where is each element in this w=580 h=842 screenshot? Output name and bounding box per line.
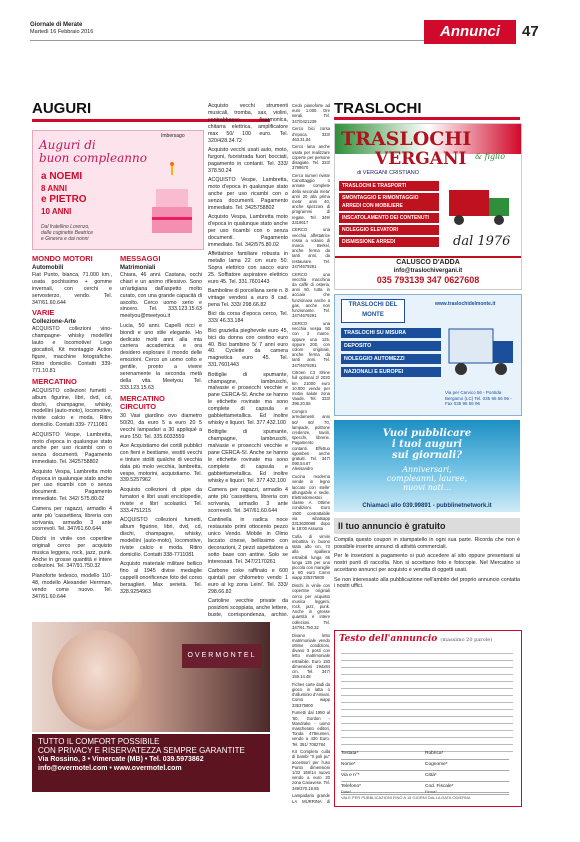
brand-vergani: VERGANI: [375, 149, 467, 169]
field-testata[interactable]: Testata*: [341, 749, 425, 760]
column-4: [292, 103, 330, 803]
ad-line2: CON PRIVACY E RISERVATEZZA SEMPRE GARANTITE: [38, 746, 245, 755]
del-monte-services: [341, 325, 441, 380]
coupon-line[interactable]: [341, 731, 513, 738]
card-name2: e PIETRO: [41, 194, 87, 205]
coupon-note: [341, 789, 513, 800]
listing: Fumetti dal 1950 al '60, Gordon - Mandrake - uomo mascherato editori, Tonda 478numeri, vendo a 430 Euro. Tel. 351/ 7082784: [292, 710, 330, 747]
q-line1: Vuoi pubblicare: [382, 428, 472, 439]
listing: Cantinella in radica noce restaurato primi ottocento pezzo unico Vendo. Mobile in Olmo laccato cinese, bellissimo con decorazioni, 2 pezzi aspettatore a sotto base con antine. Solo se interessati. Tel. 347/2170261: [208, 517, 288, 565]
listing: Citroen C3 Shine full optional 2/ 2020 km 21000 euro 10.000 vendo per motivi salute zona Vaude. Tel. 333/ 396.20.55: [292, 370, 330, 407]
field-telefono[interactable]: Telefono*: [341, 782, 425, 793]
ad-call: Chiamaci allo 039.99891 - pubblinetnetwork.it: [362, 503, 492, 509]
ad-address: Via Rossino, 3 • Vimercate (MB) • Tel. 039.5973862: [38, 756, 204, 763]
listing: Cartoline vecchie private da posizioni scoppiata, anche lettere, buste, corrispondenza, archivi.: [208, 598, 288, 617]
coupon-line[interactable]: [341, 668, 513, 675]
coupon-text-lines[interactable]: [341, 647, 513, 752]
cake-icon: [148, 161, 196, 237]
service-item: TRASLOCHI SU MISURA: [341, 328, 441, 338]
card-age1: 8 ANNI: [41, 184, 67, 193]
services-list: [339, 179, 439, 249]
free-ad-title: Il tuo annuncio è gratuito: [334, 518, 520, 534]
listing: Bottiglie di spumante, champagne, lambruschi, malvasie e prosecchi vecchie e pane CERCA-SI. Anche se hanno le etichette rovinate ma sono complete di capsula e gabbiettametallica. Ed inoltre whisky e liquori. Tel. 377.432.100: [208, 371, 288, 426]
q-line2: i tuoi auguri: [391, 439, 463, 450]
del-monte-logo: TRASLOCHI DEL MONTE: [341, 299, 405, 323]
category-messaggi: MESSAGGI: [120, 254, 161, 263]
listing: Cerco bici corsa d'epoca. 333/ 463.31.84: [292, 126, 330, 142]
listing: Acquisto collezioni di pipe da fumatori e libri usati enciclopedie, riviste e libri scolastici. Tel. 333.4751215: [120, 486, 202, 514]
section-rule-right: [334, 117, 520, 120]
from-line2: dalle cuginette Beatrice: [41, 230, 93, 236]
listing: Kit Completo culla di bambi "Il poli pu" accessori per l'uso Punto dimensioni 1/32 168/14 nuovo vendo a euro 20 zona Canavese. Tel. 349/370.18.85: [292, 749, 330, 791]
coupon-line[interactable]: [341, 696, 513, 703]
overmontel-ad-text: [32, 734, 270, 792]
r-line1: Anniversari,: [402, 465, 452, 474]
subcategory-matrimoniali: Matrimoniali: [120, 265, 156, 271]
coupon-line[interactable]: [341, 682, 513, 689]
section-title-traslochi: TRASLOCHI: [334, 100, 422, 117]
coupon-title: [335, 631, 521, 647]
column-1: [32, 252, 112, 603]
ad-line1: TUTTO IL COMFORT POSSIBILE: [38, 737, 160, 746]
listing: Fiches carte dadi da gioco in latta o d'alluminio d'Amiani. Como wapp 335375800: [292, 681, 330, 708]
card-from: [41, 224, 93, 242]
subcategory-automobili: Automobili: [32, 265, 64, 271]
service-item: TRASLOCHI E TRASPORTI: [339, 181, 439, 191]
free-ad-p3: Se non interessato alla pubblicazione nell'ambito del proprio annuncio contatta i nostri uffici.: [334, 576, 520, 590]
brand-owner: di VERGANI CRISTIANO: [357, 170, 420, 176]
listing: Carbone coke raffinato e 600 quintali per chilometro vendo 1 euro al kg zona Leini'. Tel. 333/ 298.66.82: [208, 568, 288, 595]
coupon-line[interactable]: [341, 661, 513, 668]
coupon-validity: VALE PER PUBBLICAZIONI FINO A 15 GIORNI DALLA DATA ODIERNA: [341, 795, 471, 800]
listing: Cerco lana anche usata per realizzare coperte per persone disagiate. Tel. 333/ 3799670: [292, 144, 330, 171]
category-mondo-motori: MONDO MOTORI: [32, 254, 93, 263]
r-line2: compleanni, lauree,: [386, 474, 468, 483]
listing: CERCO una vecchia vespa 50 con 3 marce, oppure una 125, oppure 200, con colore originale, anche ferma da tanti anni. Tel. 347/4679291: [292, 320, 330, 368]
field-rubrica[interactable]: Rubrica*: [425, 749, 509, 760]
listing: Acquisto Vespa, Lambretta moto d'epoca in qualunque stato anche per uso ricambi con o senza documenti. Pagamento immediato. Tel. 342/575.80.02: [208, 214, 288, 248]
subcategory-collezione-arte: Collezione-Arte: [32, 319, 77, 326]
section-title-auguri: AUGURI: [32, 100, 92, 117]
listing: Chiara, 46 anni. Castana, occhi chiari e un animo riflessivo. Sono un'artigiana dall'aspetto molto curato, con una grande capacità di ascolto. Cerco uomo serio e sincero. Tel. 333.123.15.63 meetyou@meetyou.it: [120, 271, 202, 320]
coupon-line[interactable]: [341, 738, 513, 745]
masthead: [30, 22, 93, 36]
service-item: DEPOSITO: [341, 341, 441, 351]
free-ad-p1: Compila questo coupon in stampatello in ogni sua parte. Ricorda che non è possibile inserire annunci di attività commerciali.: [334, 537, 520, 550]
category-mercatino-circuito: MERCATINO CIRCUITO: [120, 393, 165, 411]
ad-question: [334, 428, 520, 461]
coupon-line[interactable]: [341, 675, 513, 682]
del-monte-address: Via per Carvico 56 - Pontida Bergamo (LC) Tel. 035 95 56 96 - Fax 035 95 56 96: [445, 390, 512, 406]
listing: CERCO una vecchia affettatrice rossa a volano di marca Berkel, anche ferma da tanti anni, da restaurare. Tel. 347/4679291: [292, 227, 330, 269]
listing: Culla di vimini imbottita in buono stato alto cm. 73 alla spalliera estraibili lunga 66 lunga 135 per una piccola con maniglie a 80 euro Como wapp 335375800: [292, 533, 330, 581]
listing: Compro arredamenti anni 50/ 60/ 70, lampade, poltrone credenze, tavoli, specchi, librerie. Pagamento contanti. Effettuo sgomberi anche gratuiti. Tel. 347/ 090.54.67 Alessandro: [292, 409, 330, 472]
free-ad-info: [334, 518, 520, 593]
publish-wishes-ad: [334, 420, 520, 512]
listing: Fiat Punto, bianca, 71.000 km., usata pochissimo + gomme invernali, con cerchi e servosterzo, vendo. Tel. 347/61.60.644: [32, 271, 112, 306]
since-year: dal 1976: [453, 234, 511, 249]
vergani-contacts: [335, 256, 521, 290]
ad-occasions: [334, 465, 520, 492]
card-name1: a NOEMI: [41, 171, 83, 182]
listing: 30 Vasi giardino ovo diametro 50/20, da euro 5 a euro 20 5 vecchi lampadari a 30 appliqué a euro 150. Tel. 335.6033559: [120, 412, 202, 440]
service-item: NAZIONALI E EUROPEI: [341, 367, 441, 377]
listing: Acquisto vecchi strumenti musicali, tromba, sax, violini, contrabbasso, fisarmonica, chitarra elettrica, amplificatore max 50/ 100 euro. Tel. 320/428.34.72: [208, 103, 288, 144]
listing: Cerco numeri riviste Canottaggio o annate complete della seconda meta' anni 20 alla prima meta' anni 40, anche spezzoni di programmi di regate. Tel. 349/ 3319617: [292, 172, 330, 225]
service-item: NOLEGGIO AUTOMEZZI: [341, 354, 441, 364]
ad-contacts: info@overmotel.com • www.overmotel.com: [38, 765, 182, 772]
coupon-fields: [341, 749, 513, 793]
listing: Bici graziella pieghevole euro 45, bici da donna con cestino euro 40. Bici bambino 5/ 7 anni euro 40. Cyclette da camera magnetica euro 45. Tel. 331.7601443: [208, 327, 288, 369]
del-monte-ad: [334, 294, 522, 416]
field-citta[interactable]: Città*: [425, 771, 509, 782]
coupon-line[interactable]: [341, 703, 513, 710]
section-banner: Annunci: [424, 20, 516, 44]
field-nome[interactable]: Nome*: [341, 760, 425, 771]
category-mercatino: MERCATINO: [32, 376, 77, 386]
column-2: [120, 252, 202, 598]
from-line3: e Ginevra e dai nonni: [41, 236, 89, 242]
service-item: INSCATOLAMENTO DEI CONTENUTI: [339, 213, 439, 223]
listing: Acquisto vecchi usati auto, moto, furgoni, fuoristrada fuori bocciati, pagamento in contanti. Tel. 333/ 378.50.24: [208, 146, 288, 174]
listing: Bamboline di porcellana serie n. 8 vintage vendesi a euro 8 cad. pena Tel. 333/ 298.66.82: [208, 288, 288, 308]
listing: ACQUISTO collezioni vino-champagne- whisky modellini lauto e locomotive/ Lego giocattoli, Kit montaggio Action figure, macchine fotografiche. Ritiro domicilio. Contatti 339-771.10.81: [32, 326, 112, 374]
listing: Dischi in vinile con copertine originali cerco per acquisto musica leggera, rock, jazz, punk. Anche in grosse quantità e intere collezioni. Tel. 347/91.750.32: [292, 583, 330, 630]
field-cognome[interactable]: Cognome*: [425, 760, 509, 771]
listing: Bici da corsa d'epoca cerco, Tel. 333/ 46.33.184: [208, 311, 288, 325]
coupon-title-text: Testo dell'annuncio: [339, 634, 438, 644]
birthday-card: [32, 130, 204, 250]
listing: Acquisto Vespa, Lambretta moto d'epoca in qualunque stato anche per uso ricambi con o senza documenti. Pagamento immediato. Tel. 342/ 575.80.02: [32, 468, 112, 503]
coupon-line[interactable]: [341, 710, 513, 717]
page-number: 47: [522, 23, 539, 40]
card-greeting: [39, 139, 147, 165]
greeting-line1: Auguri di: [39, 138, 96, 152]
free-ad-text: [334, 537, 520, 590]
overmontel-ad-image: [32, 622, 270, 732]
q-line3: sui giornali?: [391, 450, 463, 461]
field-firma[interactable]: Firma*: [425, 789, 509, 795]
listing: Pianoforte tedesco, modello 110- 48, modello Alexander Herrman, vendo come nuovo. Tel. 347/61.60.644: [32, 572, 112, 600]
coupon-hint: (massimo 20 parole): [440, 637, 493, 643]
field-via[interactable]: Via e n°*: [341, 771, 425, 782]
truck-photo-icon: [447, 319, 517, 387]
listing: Camera per ragazzi, armadio 4 ante più 'cassettiera, libreria con scrivania, armadio 3 ante scorrevoli. Tel. 347/61.60.644: [208, 487, 288, 514]
field-cf[interactable]: Cod. Fiscale*: [425, 782, 509, 793]
free-ad-p2: Per le inserzioni a pagamento si può accedere al sito oppure presentarsi ai nostri punti di raccolta. Non si accettano foto e fotocopie. Nel Mercatino si accettano annunci per acquisto e vendita di oggetti usati.: [334, 553, 520, 574]
listing: Bottiglie di spumante, champagne, lambruschi, malvasie e prosecchi vecchie e pane CERCA-SI. Anche se hanno le etichette rovinate ma sono complete di capsula e gabbiettametallica. Ed inoltre whisky e liquori. Tel. 377.432.100: [208, 429, 288, 484]
vergani-ad: [334, 123, 522, 290]
city: CALUSCO D'ADDA: [396, 259, 460, 266]
del-monte-url: www.traslochidelmonte.it: [435, 301, 496, 307]
email: info@traslochivergani.it: [393, 268, 463, 274]
listing: Divano letto matrimoniale vendo ottime condizioni, divano 3 posti con letto matrimoniale estraibile. Euro 150 dimensioni 194x84 cm. Tel. 347/ 159.14.48: [292, 632, 330, 680]
coupon-line[interactable]: [341, 689, 513, 696]
listing: Cucina moderna vende in legno laccato con stelle' allungabile e sedie. Elettrodomestici classe A. Ottime condizioni. Euro 1500 contrattabile via whatsapp 3313630088 dopo le 18:00 Assunta: [292, 474, 330, 532]
card-age2: 10 ANNI: [41, 207, 72, 216]
listing: Cedo pianoforte ad euro 1.000. Ore serali. Tel. 347/0421239: [292, 103, 330, 124]
coupon-line[interactable]: [341, 654, 513, 661]
woman-face-image: [52, 630, 142, 730]
field-data[interactable]: Data*: [341, 789, 425, 795]
service-item: NOLEGGIO ELEVATORI: [339, 225, 439, 235]
listing: ACQUISTO Vespe, Lambretta, moto d'epoca in qualunque stato anche per uso ricambi con o senza documenti. Pagamento immediato. Tel. 3425758802: [208, 177, 288, 211]
phones: 035 793139 347 0627608: [376, 275, 480, 285]
issue-date: Martedì 16 Febbraio 2016: [30, 29, 94, 35]
listing: Dischi in vinile con copertine originali cerco per acquisto musica leggera, rock, jazz, punk. Anche in grosse quantità e intere collezioni. Tel. 347/91.750.32: [32, 535, 112, 570]
r-line3: nuovi nati...: [402, 483, 452, 492]
truck-icon: [447, 182, 513, 230]
ad-coupon: [334, 630, 522, 807]
listing: Camera per ragazzi, armadio 4 ante più 'cassettiera, libreria con scrivania, armadio 3 ante scorrevoli. Tel. 347/61.60.644: [32, 505, 112, 533]
listing: ACQUISTO Vespe, Lambretta, moto d'epoca in qualunque stato anche per uso ricambi con o senza documenti. Pagamento immediato. Tel. 3425758802: [32, 431, 112, 466]
paper-name: Giornale di Merate: [30, 22, 83, 28]
card-location: Imbersago: [161, 133, 185, 139]
category-varie: VARIE: [32, 308, 55, 318]
listing: Affettatrice familiare robusta in metallo lama 22 cm euro 50. Sopra elettrico con sacco euro 25. Soffiatore aspiratore elettrico euro 45. Tel. 331.7601443: [208, 251, 288, 285]
column-3: [208, 103, 288, 617]
service-item: DISMISSIONE ARREDI: [339, 237, 439, 247]
coupon-line[interactable]: [341, 717, 513, 724]
service-item: SMONTAGGIO E RIMONTAGGIO ARREDI CON MOBILIERE: [339, 193, 439, 211]
from-line1: Dal fratellino Lorenzo,: [41, 224, 90, 230]
overmontel-logo: OVERMONTEL: [182, 644, 262, 668]
listing: Lampadario grande LA MURRINA di: [292, 793, 330, 803]
listing: CERCO una vecchia macchina da caffè di osteria, anni 50, tutta in acciaio che funzionava anche a gas, anche non funzionante. Tel. 347/4679291: [292, 271, 330, 319]
listing: Acquisto materiale militare bellico fino al 1945 divise medaglie cappelli onorificenze foto del corso bersaglieri. Max serietà. Tel. 328.9254963: [120, 560, 202, 595]
listing: ACQUISTO collezioni fumetti, album figurine, libri, dvd, cd, dischi, champagne, whisky, modellini (auto-moto), locomotive, riviste calcio e moda. Ritiro domicilio. Contatti 338-7711081: [120, 517, 202, 558]
listing: Ace Acquistiamo dei cortili pubblici con fieni e bestiame, vestiti vecchi e tinture stoliti qualche di vecchia data più molo vecchia, lambretta, vespe, motorini, acquistiamo. Tel. 339.5257962: [120, 442, 202, 484]
coupon-line[interactable]: [341, 724, 513, 731]
listing: Lucia, 50 anni. Capelli ricci e biondi e uno stile elegante. Ho dedicato molti anni alla mia carriera accademica e ora desidero esplorare il mondo delle emozioni. Cerco un uomo colto e gentile, pronto a vivere serenamente la seconda metà della vita. Meetyou Tel. 333.123.15.63: [120, 322, 202, 391]
listing: ACQUISTO collezioni fumetti - album figurine, libri, dvd, cd, dischi, champagne, whisky, modellini (auto-moto), locomotive, riviste calcio e moda. Ritiro domicilio. Contatti 339- 7711081: [32, 387, 112, 429]
coupon-line[interactable]: [341, 647, 513, 654]
brand-traslochi: TRASLOCHI: [341, 128, 472, 150]
brand-figlio: & figlio: [475, 152, 506, 161]
greeting-line2: buon compleanno: [39, 151, 147, 165]
